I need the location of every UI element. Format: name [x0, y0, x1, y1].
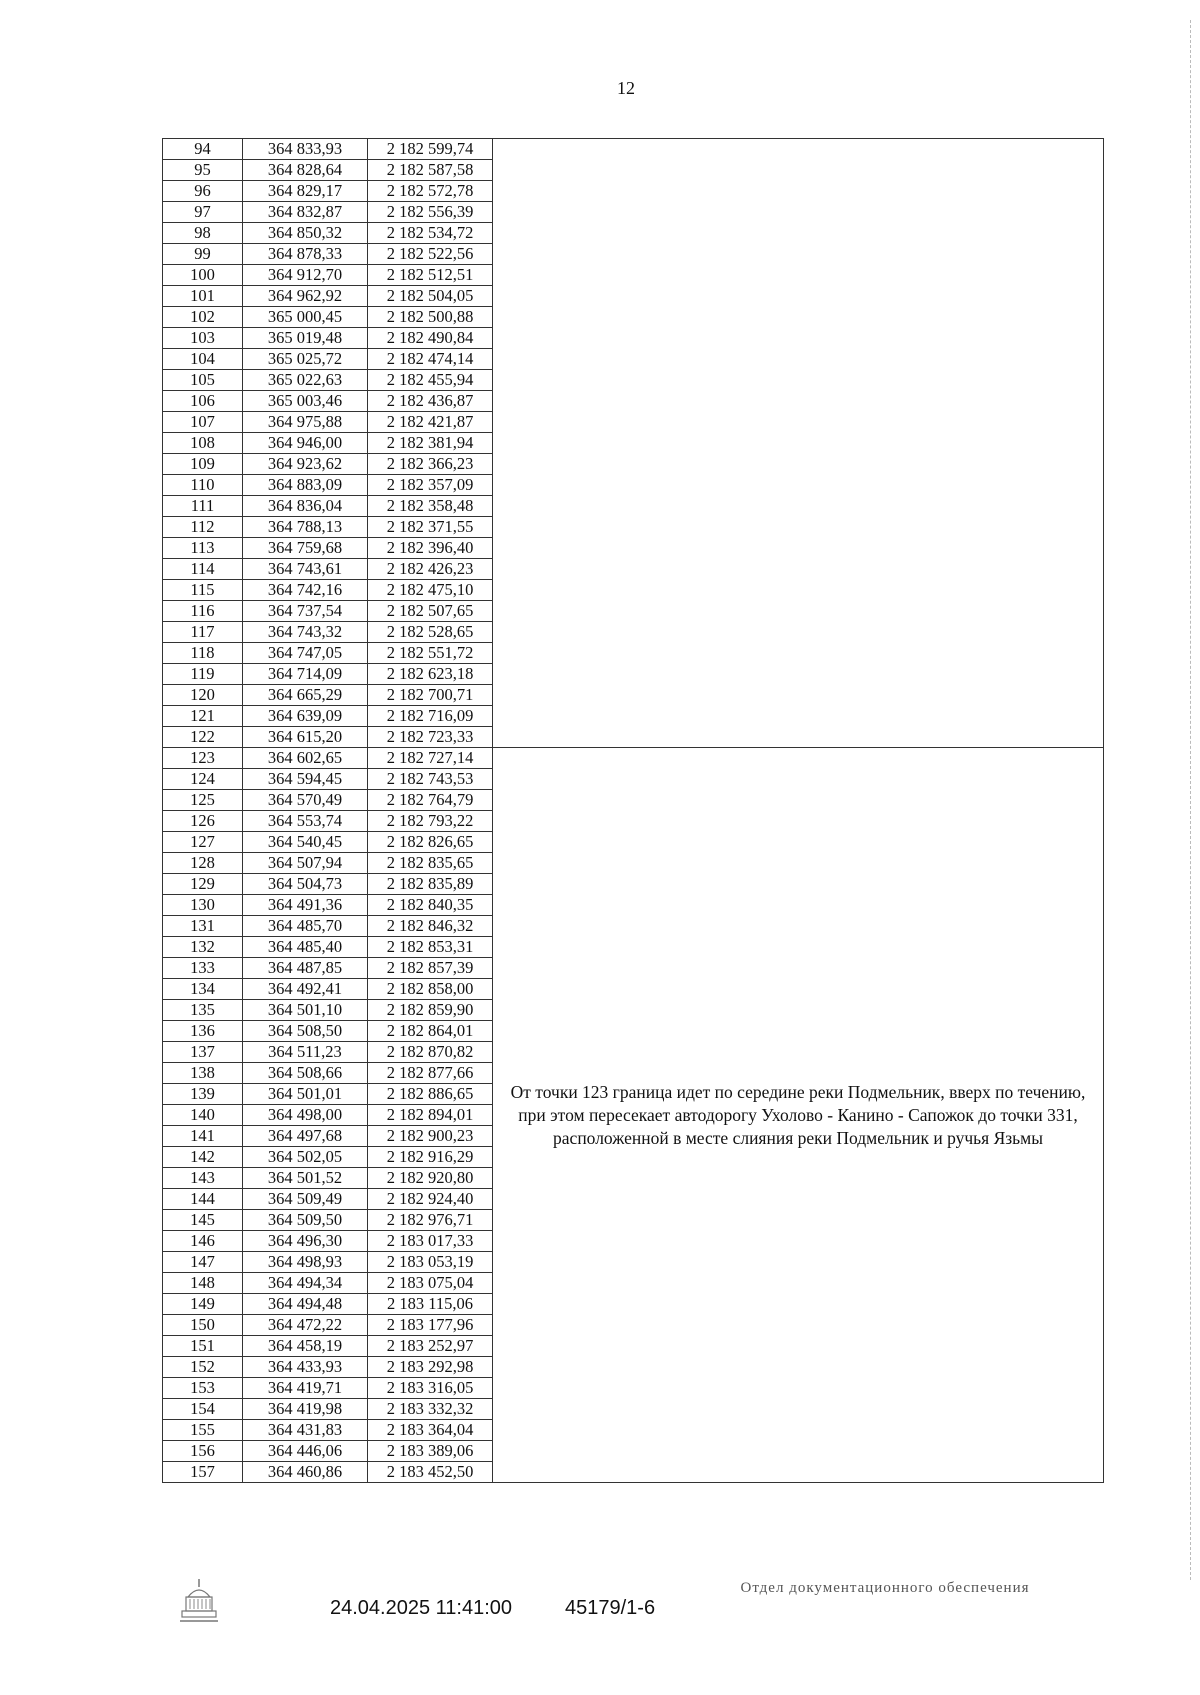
cell-y: 2 182 587,58 [368, 160, 493, 181]
cell-y: 2 182 835,89 [368, 874, 493, 895]
table-row [163, 748, 1104, 769]
cell-point: 118 [163, 643, 243, 664]
cell-x: 364 878,33 [243, 244, 368, 265]
cell-x: 364 602,65 [243, 748, 368, 769]
cell-point: 157 [163, 1462, 243, 1483]
cell-x: 364 540,45 [243, 832, 368, 853]
cell-point: 154 [163, 1399, 243, 1420]
cell-y: 2 182 522,56 [368, 244, 493, 265]
cell-y: 2 182 716,09 [368, 706, 493, 727]
cell-point: 130 [163, 895, 243, 916]
cell-x: 364 485,70 [243, 916, 368, 937]
cell-point: 131 [163, 916, 243, 937]
cell-point: 103 [163, 328, 243, 349]
cell-point: 153 [163, 1378, 243, 1399]
cell-y: 2 183 075,04 [368, 1273, 493, 1294]
cell-y: 2 183 292,98 [368, 1357, 493, 1378]
cell-point: 124 [163, 769, 243, 790]
cell-x: 364 511,23 [243, 1042, 368, 1063]
cell-point: 112 [163, 517, 243, 538]
cell-x: 364 665,29 [243, 685, 368, 706]
cell-x: 364 742,16 [243, 580, 368, 601]
cell-y: 2 182 475,10 [368, 580, 493, 601]
cell-point: 137 [163, 1042, 243, 1063]
cell-x: 364 850,32 [243, 223, 368, 244]
cell-y: 2 182 512,51 [368, 265, 493, 286]
coordinates-table-body [163, 139, 1104, 1483]
cell-point: 139 [163, 1084, 243, 1105]
cell-point: 100 [163, 265, 243, 286]
cell-y: 2 182 924,40 [368, 1189, 493, 1210]
cell-y: 2 182 358,48 [368, 496, 493, 517]
cell-x: 364 501,10 [243, 1000, 368, 1021]
cell-y: 2 182 853,31 [368, 937, 493, 958]
cell-x: 364 737,54 [243, 601, 368, 622]
cell-y: 2 182 877,66 [368, 1063, 493, 1084]
cell-y: 2 182 835,65 [368, 853, 493, 874]
cell-point: 148 [163, 1273, 243, 1294]
cell-x: 364 492,41 [243, 979, 368, 1000]
footer-department-stamp: Отдел документационного обеспечения [740, 1580, 1030, 1596]
cell-y: 2 182 857,39 [368, 958, 493, 979]
cell-x: 364 496,30 [243, 1231, 368, 1252]
cell-y: 2 182 507,65 [368, 601, 493, 622]
cell-point: 96 [163, 181, 243, 202]
cell-point: 120 [163, 685, 243, 706]
footer [0, 1575, 1200, 1635]
boundary-description: От точки 123 граница идет по середине реки Подмельник, вверх по течению, при этом пересекает автодорогу Ухолово - Канино - Сапожок до точки 331, расположенной в месте слияния реки Подмельник и ручья Язьмы [493, 748, 1104, 1483]
cell-point: 111 [163, 496, 243, 517]
cell-x: 364 494,34 [243, 1273, 368, 1294]
cell-x: 364 743,32 [243, 622, 368, 643]
cell-point: 140 [163, 1105, 243, 1126]
cell-x: 364 446,06 [243, 1441, 368, 1462]
cell-y: 2 182 623,18 [368, 664, 493, 685]
cell-y: 2 182 764,79 [368, 790, 493, 811]
coordinates-table [162, 138, 1104, 1483]
cell-point: 129 [163, 874, 243, 895]
cell-y: 2 182 723,33 [368, 727, 493, 748]
cell-x: 364 832,87 [243, 202, 368, 223]
cell-x: 364 962,92 [243, 286, 368, 307]
cell-y: 2 183 053,19 [368, 1252, 493, 1273]
cell-y: 2 182 840,35 [368, 895, 493, 916]
cell-point: 135 [163, 1000, 243, 1021]
cell-point: 107 [163, 412, 243, 433]
cell-point: 113 [163, 538, 243, 559]
cell-point: 150 [163, 1315, 243, 1336]
cell-y: 2 182 534,72 [368, 223, 493, 244]
cell-x: 364 833,93 [243, 139, 368, 160]
cell-point: 142 [163, 1147, 243, 1168]
cell-point: 109 [163, 454, 243, 475]
cell-x: 365 000,45 [243, 307, 368, 328]
cell-x: 364 458,19 [243, 1336, 368, 1357]
cell-point: 102 [163, 307, 243, 328]
cell-point: 133 [163, 958, 243, 979]
cell-x: 364 615,20 [243, 727, 368, 748]
cell-point: 132 [163, 937, 243, 958]
cell-x: 364 487,85 [243, 958, 368, 979]
cell-x: 365 003,46 [243, 391, 368, 412]
cell-x: 364 433,93 [243, 1357, 368, 1378]
cell-x: 364 570,49 [243, 790, 368, 811]
cell-y: 2 182 371,55 [368, 517, 493, 538]
cell-y: 2 183 115,06 [368, 1294, 493, 1315]
cell-point: 136 [163, 1021, 243, 1042]
cell-x: 364 498,93 [243, 1252, 368, 1273]
cell-y: 2 182 528,65 [368, 622, 493, 643]
cell-y: 2 182 700,71 [368, 685, 493, 706]
cell-y: 2 182 556,39 [368, 202, 493, 223]
cell-point: 101 [163, 286, 243, 307]
cell-x: 364 553,74 [243, 811, 368, 832]
cell-y: 2 183 452,50 [368, 1462, 493, 1483]
cell-y: 2 182 455,94 [368, 370, 493, 391]
cell-x: 364 828,64 [243, 160, 368, 181]
cell-x: 364 836,04 [243, 496, 368, 517]
cell-x: 364 829,17 [243, 181, 368, 202]
building-emblem-icon [178, 1575, 220, 1625]
cell-y: 2 183 332,32 [368, 1399, 493, 1420]
cell-x: 365 019,48 [243, 328, 368, 349]
cell-x: 364 485,40 [243, 937, 368, 958]
cell-x: 364 497,68 [243, 1126, 368, 1147]
cell-point: 121 [163, 706, 243, 727]
cell-point: 99 [163, 244, 243, 265]
cell-y: 2 182 846,32 [368, 916, 493, 937]
cell-point: 98 [163, 223, 243, 244]
cell-point: 123 [163, 748, 243, 769]
cell-point: 108 [163, 433, 243, 454]
cell-y: 2 182 858,00 [368, 979, 493, 1000]
cell-x: 364 714,09 [243, 664, 368, 685]
cell-y: 2 182 599,74 [368, 139, 493, 160]
cell-y: 2 183 017,33 [368, 1231, 493, 1252]
cell-x: 364 639,09 [243, 706, 368, 727]
cell-point: 141 [163, 1126, 243, 1147]
cell-y: 2 182 864,01 [368, 1021, 493, 1042]
cell-y: 2 182 743,53 [368, 769, 493, 790]
cell-y: 2 182 381,94 [368, 433, 493, 454]
cell-point: 104 [163, 349, 243, 370]
cell-point: 115 [163, 580, 243, 601]
cell-y: 2 182 920,80 [368, 1168, 493, 1189]
page-number: 12 [617, 78, 635, 98]
cell-x: 364 508,50 [243, 1021, 368, 1042]
cell-point: 116 [163, 601, 243, 622]
cell-y: 2 182 426,23 [368, 559, 493, 580]
cell-point: 143 [163, 1168, 243, 1189]
cell-y: 2 182 976,71 [368, 1210, 493, 1231]
cell-y: 2 183 364,04 [368, 1420, 493, 1441]
cell-point: 117 [163, 622, 243, 643]
cell-x: 364 759,68 [243, 538, 368, 559]
cell-x: 364 509,49 [243, 1189, 368, 1210]
footer-document-number: 45179/1-6 [565, 1597, 656, 1619]
cell-point: 128 [163, 853, 243, 874]
cell-x: 364 912,70 [243, 265, 368, 286]
cell-y: 2 182 894,01 [368, 1105, 493, 1126]
cell-y: 2 182 500,88 [368, 307, 493, 328]
cell-y: 2 183 389,06 [368, 1441, 493, 1462]
cell-x: 364 747,05 [243, 643, 368, 664]
cell-point: 97 [163, 202, 243, 223]
cell-y: 2 182 436,87 [368, 391, 493, 412]
cell-point: 94 [163, 139, 243, 160]
cell-point: 146 [163, 1231, 243, 1252]
cell-point: 156 [163, 1441, 243, 1462]
cell-y: 2 182 396,40 [368, 538, 493, 559]
cell-point: 126 [163, 811, 243, 832]
cell-y: 2 182 366,23 [368, 454, 493, 475]
cell-x: 364 501,52 [243, 1168, 368, 1189]
cell-x: 364 494,48 [243, 1294, 368, 1315]
cell-point: 105 [163, 370, 243, 391]
cell-x: 364 502,05 [243, 1147, 368, 1168]
cell-y: 2 182 504,05 [368, 286, 493, 307]
cell-point: 95 [163, 160, 243, 181]
cell-y: 2 182 551,72 [368, 643, 493, 664]
cell-y: 2 182 870,82 [368, 1042, 493, 1063]
cell-point: 134 [163, 979, 243, 1000]
cell-y: 2 182 572,78 [368, 181, 493, 202]
cell-y: 2 182 490,84 [368, 328, 493, 349]
cell-x: 364 472,22 [243, 1315, 368, 1336]
cell-y: 2 182 793,22 [368, 811, 493, 832]
cell-x: 364 504,73 [243, 874, 368, 895]
cell-y: 2 182 357,09 [368, 475, 493, 496]
cell-x: 364 975,88 [243, 412, 368, 433]
cell-point: 149 [163, 1294, 243, 1315]
cell-x: 364 508,66 [243, 1063, 368, 1084]
cell-point: 138 [163, 1063, 243, 1084]
boundary-description [493, 139, 1104, 748]
cell-x: 364 883,09 [243, 475, 368, 496]
cell-x: 364 594,45 [243, 769, 368, 790]
cell-point: 114 [163, 559, 243, 580]
cell-y: 2 182 826,65 [368, 832, 493, 853]
cell-y: 2 182 886,65 [368, 1084, 493, 1105]
cell-x: 364 491,36 [243, 895, 368, 916]
cell-x: 364 419,98 [243, 1399, 368, 1420]
cell-x: 364 431,83 [243, 1420, 368, 1441]
cell-point: 122 [163, 727, 243, 748]
cell-y: 2 182 900,23 [368, 1126, 493, 1147]
cell-point: 152 [163, 1357, 243, 1378]
cell-point: 119 [163, 664, 243, 685]
cell-x: 364 509,50 [243, 1210, 368, 1231]
cell-x: 364 507,94 [243, 853, 368, 874]
table-row [163, 139, 1104, 160]
cell-y: 2 182 916,29 [368, 1147, 493, 1168]
cell-point: 147 [163, 1252, 243, 1273]
cell-y: 2 182 727,14 [368, 748, 493, 769]
cell-x: 364 460,86 [243, 1462, 368, 1483]
cell-x: 364 501,01 [243, 1084, 368, 1105]
page-edge-mark [1190, 20, 1193, 1580]
cell-x: 364 788,13 [243, 517, 368, 538]
cell-point: 127 [163, 832, 243, 853]
cell-x: 365 025,72 [243, 349, 368, 370]
cell-point: 151 [163, 1336, 243, 1357]
cell-y: 2 182 474,14 [368, 349, 493, 370]
cell-y: 2 182 421,87 [368, 412, 493, 433]
cell-x: 364 498,00 [243, 1105, 368, 1126]
cell-x: 364 946,00 [243, 433, 368, 454]
cell-point: 145 [163, 1210, 243, 1231]
cell-y: 2 183 316,05 [368, 1378, 493, 1399]
cell-x: 365 022,63 [243, 370, 368, 391]
cell-y: 2 182 859,90 [368, 1000, 493, 1021]
cell-x: 364 923,62 [243, 454, 368, 475]
cell-point: 155 [163, 1420, 243, 1441]
cell-point: 144 [163, 1189, 243, 1210]
cell-point: 125 [163, 790, 243, 811]
footer-datetime: 24.04.2025 11:41:00 [330, 1597, 513, 1619]
cell-x: 364 743,61 [243, 559, 368, 580]
cell-x: 364 419,71 [243, 1378, 368, 1399]
cell-y: 2 183 252,97 [368, 1336, 493, 1357]
cell-point: 110 [163, 475, 243, 496]
cell-point: 106 [163, 391, 243, 412]
cell-y: 2 183 177,96 [368, 1315, 493, 1336]
